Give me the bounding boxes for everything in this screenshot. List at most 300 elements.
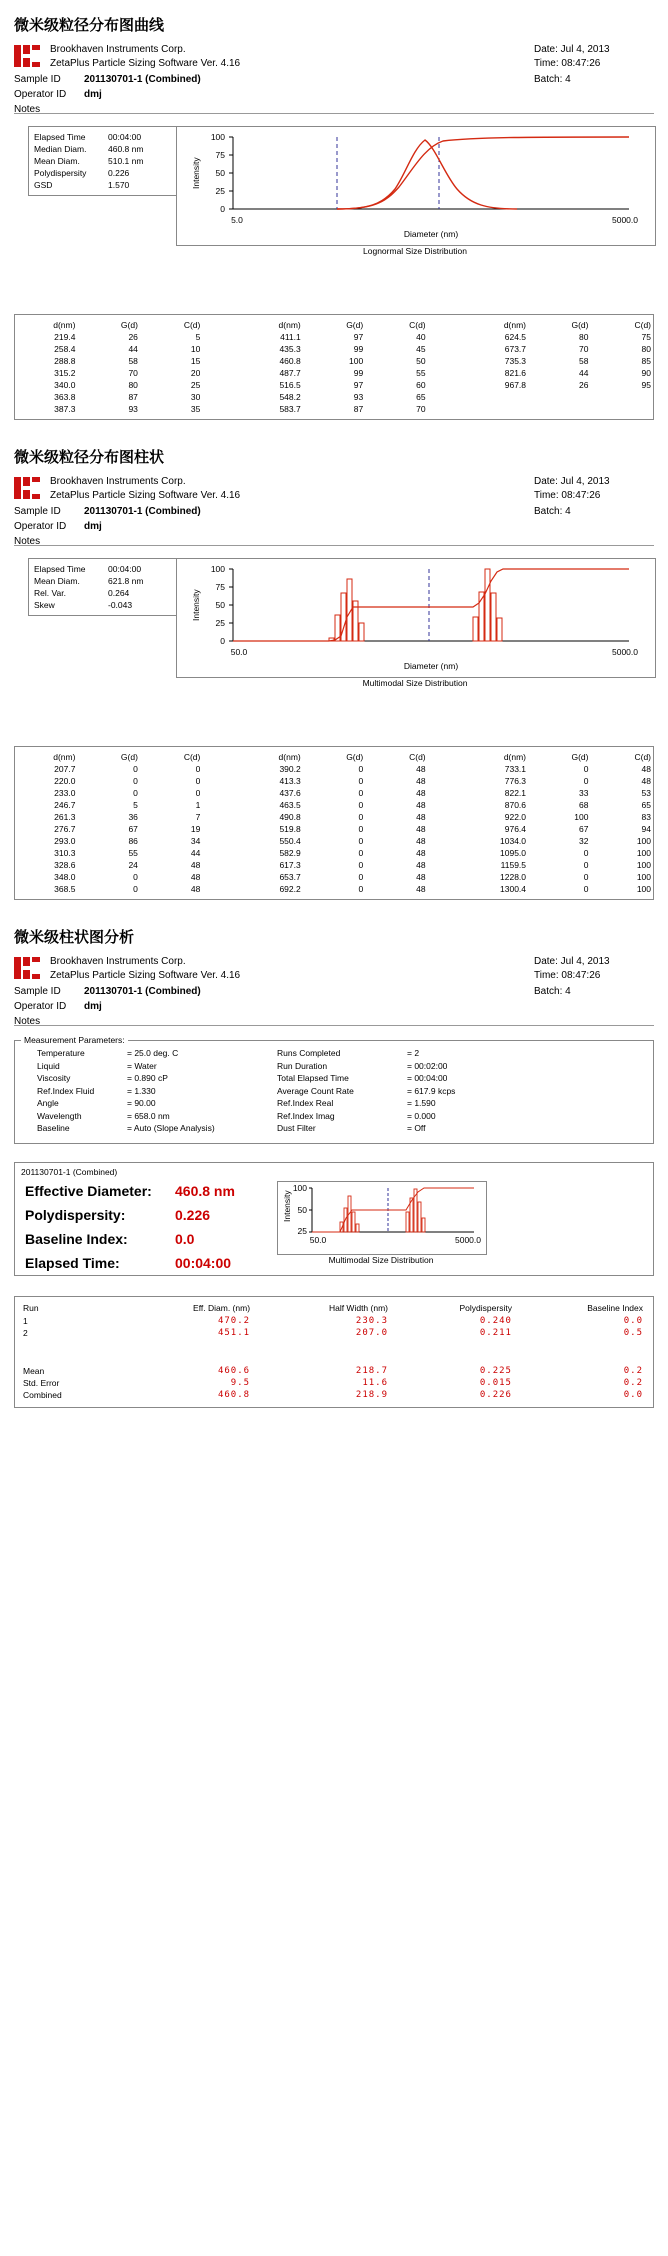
cell-gap: [428, 367, 466, 379]
brookhaven-logo-icon: [14, 477, 40, 499]
cell: 65: [641, 800, 651, 810]
cell: 435.3: [279, 344, 301, 354]
cell: 95: [641, 380, 651, 390]
stat-value: 1.570: [108, 180, 130, 190]
svg-text:50: 50: [215, 600, 225, 610]
cell: 100: [636, 848, 651, 858]
cell-gap: [428, 799, 466, 811]
notes-label: Notes: [14, 104, 41, 115]
param-key: Angle: [37, 1098, 59, 1108]
cell: 1095.0: [500, 848, 527, 858]
cell: 48: [416, 860, 426, 870]
cell: 100: [636, 836, 651, 846]
cell: 94: [641, 824, 651, 834]
stat-row: [34, 575, 174, 587]
cell: 548.2: [279, 392, 301, 402]
runs-cell: 451.1: [217, 1327, 251, 1338]
cell-gap: [428, 391, 466, 403]
result-multimodal-chart: [277, 1181, 487, 1255]
cell-gap: [428, 343, 466, 355]
param-row: [23, 1122, 645, 1135]
cell: 411.1: [280, 332, 301, 342]
cell-gap: [428, 787, 466, 799]
stat-value: 460.8 nm: [108, 144, 144, 154]
cell: 10: [190, 344, 201, 354]
cell: 93: [353, 392, 364, 402]
cell: 0: [358, 872, 364, 882]
cell: 1300.4: [500, 884, 527, 894]
cell: 65: [416, 392, 426, 402]
cell: 48: [416, 872, 426, 882]
cell: 463.5: [279, 800, 301, 810]
cell: 97: [353, 332, 364, 342]
col-header: G(d): [571, 320, 589, 330]
param-value: = 25.0 deg. C: [127, 1048, 179, 1058]
section-title-1: 微米级粒径分布图曲线: [14, 16, 165, 34]
section-lognormal: [0, 14, 668, 420]
cell: 258.4: [54, 344, 76, 354]
param-value: = Water: [127, 1060, 157, 1071]
cell-gap: [428, 331, 466, 343]
cell-gap: [202, 823, 240, 835]
runs-row: [19, 1377, 649, 1389]
param-value: = 658.0 nm: [127, 1110, 170, 1121]
svg-text:25: 25: [215, 618, 225, 628]
cell: 87: [353, 404, 364, 414]
col-header: G(d): [120, 752, 138, 762]
cell: 48: [416, 800, 426, 810]
cell: 387.3: [54, 404, 76, 414]
cell-gap: [202, 847, 240, 859]
table-row: [15, 763, 653, 775]
runs-col-header: Eff. Diam. (nm): [193, 1302, 251, 1313]
col-header: C(d): [409, 320, 426, 330]
svg-text:Intensity: Intensity: [191, 157, 201, 189]
col-gap: [428, 319, 466, 331]
software-name: ZetaPlus Particle Sizing Software Ver. 4.16: [50, 970, 241, 981]
col-gap: [202, 751, 240, 763]
param-key: Ref.Index Real: [277, 1098, 334, 1108]
distribution-table-1: [15, 319, 653, 415]
cell-gap: [428, 763, 466, 775]
cell: 776.3: [504, 776, 527, 786]
svg-text:75: 75: [215, 150, 225, 160]
cell: 48: [190, 860, 201, 870]
cell-gap: [202, 379, 240, 391]
cell: 967.8: [504, 380, 527, 390]
runs-col-header: Baseline Index: [587, 1302, 643, 1313]
stat-value: 00:04:00: [108, 132, 142, 142]
runs-cell: 230.3: [355, 1315, 388, 1326]
cell: 44: [579, 368, 589, 378]
cell: 58: [579, 356, 589, 366]
report-header-3: [14, 955, 654, 1027]
runs-table: [19, 1303, 649, 1401]
param-row: [23, 1085, 645, 1098]
cell: 87: [128, 392, 138, 402]
cell: [590, 403, 653, 415]
stat-value: 621.8 nm: [108, 576, 144, 586]
svg-text:5.0: 5.0: [231, 215, 243, 225]
section-title-3: 微米级柱状图分析: [14, 928, 135, 946]
runs-cell: 11.6: [362, 1377, 388, 1388]
chart-area-1: [14, 126, 654, 278]
effective-diameter-label: Effective Diameter:: [25, 1182, 152, 1199]
table-row: [15, 355, 653, 367]
cell: 100: [636, 860, 651, 870]
cell: 1159.5: [500, 860, 527, 870]
sample-id-value: 201130701-1 (Combined): [84, 986, 201, 997]
cell: 487.7: [279, 368, 301, 378]
cell: 86: [128, 836, 138, 846]
cell: 80: [641, 344, 651, 354]
cell: 0: [583, 764, 589, 774]
param-value: = 1.590: [407, 1098, 436, 1108]
param-value: = Auto (Slope Analysis): [127, 1123, 215, 1133]
stats-box-1: [28, 126, 180, 196]
notes-label: Notes: [14, 536, 41, 547]
stat-key: Skew: [34, 600, 55, 610]
report-time: Time: 08:47:26: [534, 490, 601, 501]
stat-value: 510.1 nm: [108, 156, 144, 166]
param-key: Average Count Rate: [277, 1085, 354, 1096]
cell: 68: [579, 800, 589, 810]
polydispersity-value: 0.226: [175, 1206, 211, 1223]
stat-value: -0.043: [108, 600, 133, 610]
param-key: Runs Completed: [277, 1048, 341, 1058]
params-table: [23, 1047, 645, 1135]
cell-gap: [428, 355, 466, 367]
cell-gap: [428, 871, 466, 883]
chart-area-2: [14, 558, 654, 710]
cell: 48: [416, 848, 426, 858]
runs-cell: 207.0: [355, 1327, 388, 1338]
section-title-2: 微米级粒径分布图柱状: [14, 448, 165, 466]
cell-gap: [428, 859, 466, 871]
cell: 1228.0: [500, 872, 527, 882]
stats-box-2: [28, 558, 180, 616]
runs-cell: 0.225: [479, 1365, 512, 1376]
cell: 0: [133, 872, 138, 882]
cell: 0: [195, 764, 201, 774]
param-key: Viscosity: [37, 1073, 71, 1083]
svg-text:25: 25: [215, 186, 225, 196]
cell: [590, 391, 653, 403]
svg-text:Intensity: Intensity: [191, 589, 201, 621]
result-chart-caption: Multimodal Size Distribution: [328, 1254, 434, 1265]
cell: 1034.0: [500, 836, 527, 846]
col-header: C(d): [634, 320, 651, 330]
col-header: C(d): [634, 752, 651, 762]
col-header: C(d): [183, 320, 201, 330]
cell: 55: [128, 848, 138, 858]
report-time: Time: 08:47:26: [534, 58, 601, 69]
stat-row: [34, 131, 174, 143]
notes-label: Notes: [14, 1016, 41, 1027]
report-time: Time: 08:47:26: [534, 970, 601, 981]
param-value: = 2: [407, 1048, 420, 1058]
stat-key: Rel. Var.: [34, 588, 66, 598]
svg-text:5000.0: 5000.0: [455, 1234, 481, 1245]
cell: 100: [636, 872, 651, 882]
cell: 821.6: [504, 368, 527, 378]
brookhaven-logo-icon: [14, 45, 40, 67]
cell: 550.4: [279, 836, 301, 846]
col-header: G(d): [120, 320, 138, 330]
effective-diameter-value: 460.8 nm: [175, 1182, 235, 1199]
cell: 207.7: [54, 764, 76, 774]
cell: 26: [128, 332, 138, 342]
table-row: [15, 883, 653, 895]
cell: 48: [190, 884, 201, 894]
param-key: Wavelength: [37, 1110, 82, 1121]
stat-key: Polydispersity: [34, 168, 87, 178]
spacer: [0, 1408, 668, 1432]
cell: 0: [358, 800, 364, 810]
cell-gap: [428, 403, 466, 415]
cell: 20: [190, 368, 201, 378]
cell: 348.0: [54, 872, 76, 882]
cell: 53: [641, 788, 651, 798]
cell: 70: [416, 404, 426, 414]
cell: 48: [416, 764, 426, 774]
runs-row-label: Std. Error: [23, 1377, 60, 1388]
cell-gap: [202, 871, 240, 883]
cell: 48: [416, 812, 426, 822]
col-header: G(d): [571, 752, 589, 762]
cell: 363.8: [54, 392, 76, 402]
cell: 0: [133, 776, 138, 786]
cell: 340.0: [54, 380, 76, 390]
cell: 624.5: [504, 332, 527, 342]
param-value: = 0.000: [407, 1110, 436, 1121]
runs-cell: 218.7: [355, 1365, 388, 1376]
table-row: [15, 367, 653, 379]
operator-id-value: dmj: [84, 89, 102, 100]
report-date: Date: Jul 4, 2013: [534, 956, 610, 967]
cell: 0: [358, 824, 364, 834]
baseline-index-label: Baseline Index:: [25, 1230, 128, 1247]
cell: [466, 403, 528, 415]
table-header-row: [15, 751, 653, 763]
param-key: Ref.Index Fluid: [37, 1085, 95, 1096]
cell: [528, 391, 590, 403]
col-header: d(nm): [53, 320, 76, 330]
elapsed-time-label: Elapsed Time:: [25, 1254, 120, 1271]
param-key: Ref.Index Imag: [277, 1110, 335, 1121]
cell: 60: [416, 380, 426, 390]
cell: 0: [358, 836, 364, 846]
cell: 0: [358, 776, 364, 786]
col-header: d(nm): [278, 320, 301, 330]
chart-caption-1: Lognormal Size Distribution: [363, 246, 467, 256]
runs-row-label: 2: [23, 1327, 28, 1338]
stat-key: GSD: [34, 180, 53, 190]
cell: 44: [190, 848, 201, 858]
cell-gap: [202, 775, 240, 787]
param-value: = 00:02:00: [407, 1060, 448, 1071]
cell: 30: [190, 392, 201, 402]
stat-row: [34, 599, 174, 611]
cell-gap: [202, 391, 240, 403]
cell: 48: [416, 776, 426, 786]
col-header: C(d): [183, 752, 201, 762]
param-value: = 0.890 cP: [127, 1073, 168, 1083]
report-date: Date: Jul 4, 2013: [534, 476, 610, 487]
runs-cell: 0.015: [479, 1377, 512, 1388]
cell: 328.6: [54, 860, 76, 870]
runs-col-header: Polydispersity: [459, 1302, 512, 1313]
cell: 220.0: [54, 776, 76, 786]
cell: 0: [195, 776, 201, 786]
table-row: [15, 331, 653, 343]
cell: 100: [636, 884, 651, 894]
cell-gap: [202, 787, 240, 799]
param-key: Dust Filter: [277, 1123, 316, 1133]
cell: 0: [133, 788, 138, 798]
software-name: ZetaPlus Particle Sizing Software Ver. 4.16: [50, 58, 241, 69]
param-key: Total Elapsed Time: [277, 1073, 349, 1083]
svg-text:100: 100: [210, 132, 225, 142]
runs-header-row: [19, 1303, 649, 1315]
cell: 219.4: [54, 332, 76, 342]
runs-cell: 0.226: [479, 1389, 512, 1400]
cell: 55: [416, 368, 426, 378]
svg-text:Intensity: Intensity: [282, 1189, 292, 1222]
cell: 0: [358, 764, 364, 774]
cell-gap: [428, 823, 466, 835]
param-row: [23, 1060, 645, 1073]
cell-gap: [202, 811, 240, 823]
cell: 48: [641, 776, 651, 786]
cell: 100: [349, 356, 364, 366]
operator-id-value: dmj: [84, 521, 102, 532]
cell: [466, 391, 528, 403]
table-row: [15, 379, 653, 391]
cell: 413.3: [279, 776, 301, 786]
svg-text:75: 75: [215, 582, 225, 592]
stat-key: Median Diam.: [34, 144, 87, 154]
runs-cell: 0.2: [623, 1377, 643, 1388]
measurement-parameters-box: [14, 1035, 654, 1144]
cell: 0: [583, 884, 589, 894]
cell: 25: [190, 380, 201, 390]
brookhaven-logo-icon: [14, 957, 40, 979]
runs-cell: 0.240: [479, 1315, 512, 1326]
header-divider: [14, 545, 654, 546]
cell: 976.4: [504, 824, 527, 834]
cell: 870.6: [504, 800, 527, 810]
col-header: C(d): [409, 752, 426, 762]
cell: 70: [128, 368, 138, 378]
runs-cell: 218.9: [355, 1389, 388, 1400]
table-row: [15, 403, 653, 415]
cell: 85: [641, 356, 651, 366]
stat-key: Elapsed Time: [34, 564, 86, 574]
table-row: [15, 775, 653, 787]
operator-id-label: Operator ID: [14, 89, 67, 100]
cell: 48: [190, 872, 201, 882]
sample-id-label: Sample ID: [14, 506, 61, 517]
stat-row: [34, 155, 174, 167]
cell: 0: [358, 884, 364, 894]
stat-row: [34, 563, 174, 575]
cell: 246.7: [54, 800, 76, 810]
col-header: d(nm): [278, 752, 301, 762]
report-batch: Batch: 4: [534, 506, 571, 517]
param-key: Liquid: [37, 1060, 60, 1071]
runs-row: [19, 1365, 649, 1377]
sample-id-value: 201130701-1 (Combined): [84, 74, 201, 85]
stat-row: [34, 167, 174, 179]
param-key: Baseline: [37, 1123, 70, 1133]
sample-id-label: Sample ID: [14, 986, 61, 997]
svg-text:5000.0: 5000.0: [612, 647, 638, 657]
chart-caption-2: Multimodal Size Distribution: [362, 678, 468, 688]
cell-gap: [202, 859, 240, 871]
cell: 0: [583, 776, 589, 786]
cell: [528, 403, 590, 415]
cell: 97: [353, 380, 364, 390]
report-batch: Batch: 4: [534, 74, 571, 85]
runs-table-box: [14, 1296, 654, 1408]
cell: 733.1: [504, 764, 527, 774]
cell: 45: [416, 344, 426, 354]
result-summary-box: [14, 1162, 654, 1276]
operator-id-label: Operator ID: [14, 521, 67, 532]
cell: 32: [579, 836, 589, 846]
param-value: = 90.00: [127, 1098, 156, 1108]
col-gap: [428, 751, 466, 763]
table-row: [15, 859, 653, 871]
params-caption: Measurement Parameters:: [21, 1035, 128, 1045]
cell-gap: [428, 883, 466, 895]
runs-cell: 470.2: [217, 1315, 251, 1326]
table-row: [15, 799, 653, 811]
software-name: ZetaPlus Particle Sizing Software Ver. 4.16: [50, 490, 241, 501]
cell: 261.3: [54, 812, 76, 822]
svg-text:50: 50: [297, 1204, 307, 1215]
report-header-2: [14, 475, 654, 547]
cell: 33: [579, 788, 589, 798]
param-value: = 617.9 kcps: [407, 1085, 456, 1096]
cell-gap: [428, 847, 466, 859]
cell: 48: [416, 884, 426, 894]
svg-text:25: 25: [297, 1225, 307, 1236]
cell: 99: [353, 368, 364, 378]
cell: 0: [583, 860, 589, 870]
cell: 75: [641, 332, 651, 342]
cell: 822.1: [504, 788, 527, 798]
cell: 48: [416, 824, 426, 834]
table-row: [15, 391, 653, 403]
runs-col-header: Run: [23, 1302, 39, 1313]
runs-cell: 0.211: [479, 1327, 512, 1338]
stat-row: [34, 587, 174, 599]
cell: 0: [358, 848, 364, 858]
cell: 0: [358, 860, 364, 870]
stat-value: 00:04:00: [108, 564, 142, 574]
cell: 80: [128, 380, 138, 390]
data-table-1: [14, 314, 654, 420]
cell-gap: [428, 379, 466, 391]
cell: 288.8: [54, 356, 76, 366]
cell: 516.5: [279, 380, 301, 390]
runs-row: [19, 1389, 649, 1401]
cell: 48: [416, 836, 426, 846]
cell: 0: [133, 884, 138, 894]
cell: 7: [195, 812, 201, 822]
